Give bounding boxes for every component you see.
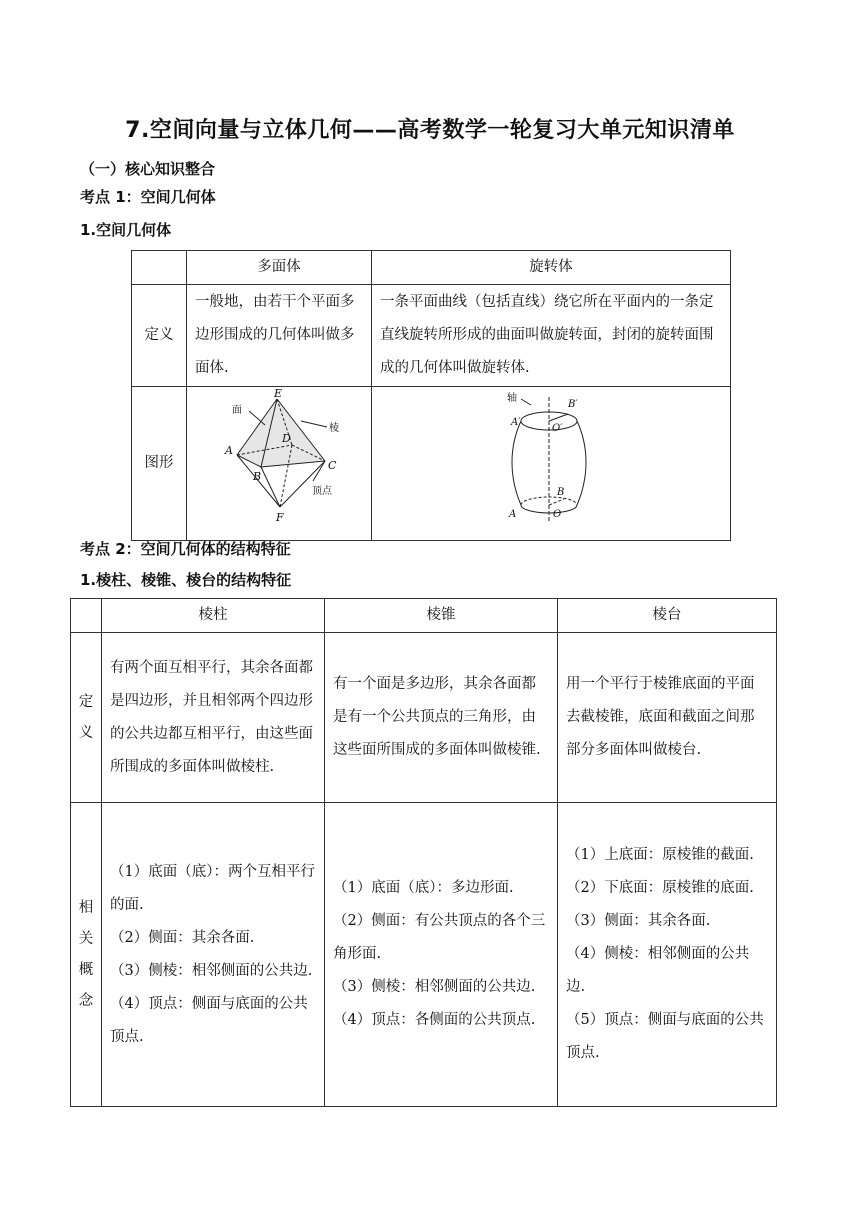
frustum-concepts [558,803,777,1107]
polyhedron-figure-cell [187,387,372,541]
geometry-table [131,250,731,541]
header-prism: 棱柱 [102,599,325,633]
list-item: （3）侧棱：相邻侧面的公共边. [333,979,536,995]
label-C: C [328,459,337,472]
label-D: D [282,432,291,445]
rotational-definition: 一条平面曲线（包括直线）绕它所在平面内的一条定直线旋转所形成的曲面叫做旋转面，封闭的旋转面围成的几何体叫做旋转体. [372,285,731,387]
list-item: （2）下底面：原棱锥的底面. [566,880,754,896]
list-item: （3）侧棱：相邻侧面的公共边. [110,962,313,979]
label-vertex: 顶点 [312,486,332,497]
list-item: （4）顶点：各侧面的公共顶点. [333,1012,536,1028]
header-rotational: 旋转体 [372,251,731,285]
header-polyhedron: 多面体 [187,251,372,285]
header-empty [71,599,102,633]
label-edge: 棱 [329,423,339,434]
label-B: B [557,487,565,498]
label-A: A [225,444,233,457]
list-item: （3）侧面：其余各面. [566,913,711,929]
label-A-prime: A′ [511,417,521,428]
list-item: （1）底面（底）：多边形面. [333,880,514,896]
label-face: 面 [232,405,242,416]
frustum-definition: 用一个平行于棱锥底面的平面去截棱锥，底面和截面之间那部分多面体叫做棱台. [558,633,777,803]
point1-heading: 考点 1：空间几何体 [80,188,216,206]
page-title: 7.空间向量与立体几何——高考数学一轮复习大单元知识清单 [125,118,735,143]
header-frustum: 棱台 [558,599,777,633]
header-pyramid: 棱锥 [325,599,558,633]
polyhedron-definition: 一般地，由若干个平面多边形围成的几何体叫做多面体. [187,285,372,387]
label-F: F [276,511,284,524]
list-item: （2）侧面：有公共顶点的各个三角形面. [333,913,546,962]
list-item: （1）上底面：原棱锥的截面. [566,847,754,863]
sub2-heading: 1.棱柱、棱锥、棱台的结构特征 [80,571,292,589]
list-item: （2）侧面：其余各面. [110,929,255,946]
list-item: （5）顶点：侧面与底面的公共顶点. [566,1012,764,1061]
rotational-solid-diagram [491,387,611,527]
prism-definition: 有两个面互相平行，其余各面都是四边形，并且相邻两个四边形的公共边都互相平行，由这些面所围成的多面体叫做棱柱. [102,633,325,803]
point2-heading: 考点 2：空间几何体的结构特征 [80,540,291,558]
header-empty [132,251,187,285]
label-B: B [253,470,262,483]
row-label-definition: 定 义 [71,633,102,803]
label-A: A [509,509,517,520]
label-B-prime: B′ [568,399,578,410]
sub1-heading: 1.空间几何体 [80,221,172,239]
pyramid-concepts [325,803,558,1107]
structure-table [70,598,777,1107]
label-axis: 轴 [507,393,517,404]
pyramid-definition: 有一个面是多边形，其余各面都是有一个公共顶点的三角形，由这些面所围成的多面体叫做棱锥. [325,633,558,803]
label-O-prime: O′ [552,423,563,434]
row-label-concepts: 相 关 概 念 [71,803,102,1107]
list-item: （4）侧棱：相邻侧面的公共边. [566,946,750,995]
section-heading: （一）核心知识整合 [80,160,216,178]
prism-concepts [102,803,325,1107]
label-O: O [553,509,562,520]
row-label-figure: 图形 [132,387,187,541]
list-item: （4）顶点：侧面与底面的公共顶点. [110,995,308,1045]
list-item: （1）底面（底）：两个互相平行的面. [110,863,315,913]
label-E: E [274,387,283,400]
rotational-figure-cell [372,387,731,541]
octahedron-diagram [187,387,359,527]
row-label-definition: 定义 [132,285,187,387]
